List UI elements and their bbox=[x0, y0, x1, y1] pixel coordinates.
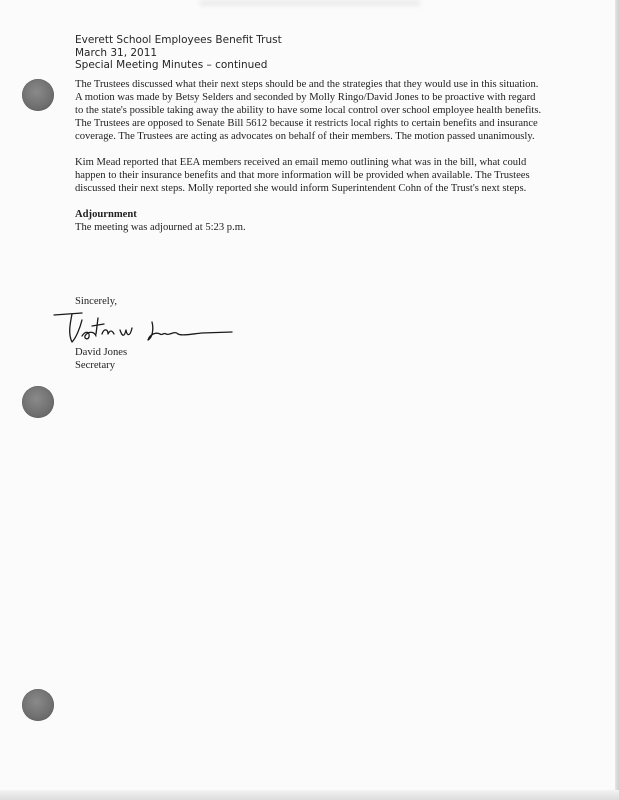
punch-hole-middle bbox=[22, 386, 54, 418]
page-edge-bottom bbox=[0, 790, 619, 800]
paragraph-report: Kim Mead reported that EEA members received an email memo outlining what was in the bill, what could happen to their insurance benefits and that more information will be provided when available. The Trustees discussed their next steps. Molly reported she would inform Superintendent Cohn of the Trust's next steps. bbox=[75, 157, 530, 194]
signer-block bbox=[75, 346, 127, 372]
handwritten-signature bbox=[52, 312, 237, 346]
signer-title: Secretary bbox=[75, 360, 115, 371]
signer-name: David Jones bbox=[75, 347, 128, 358]
document-header bbox=[75, 34, 475, 72]
page-edge-right bbox=[615, 0, 619, 800]
punch-hole-top bbox=[22, 79, 54, 111]
adjournment-heading: Adjournment bbox=[75, 209, 137, 220]
punch-hole-bottom bbox=[22, 689, 54, 721]
salutation: Sincerely, bbox=[75, 296, 117, 307]
scan-smudge bbox=[200, 0, 420, 6]
meeting-date: March 31, 2011 bbox=[75, 46, 158, 59]
paragraph-motion: The Trustees discussed what their next steps should be and the strategies that they would use in this situation. A motion was made by Betsy Selders and seconded by Molly Ringo/David Jones to be proactive with regard to the state's possible taking away the ability to have some local control over school employee health benefits. The Trustees are opposed to Senate Bill 5612 because it restricts local rights to certain benefits and insurance coverage. The Trustees are acting as advocates on behalf of their members. The motion passed unanimously. bbox=[75, 79, 542, 142]
minutes-body bbox=[75, 78, 545, 247]
organization-name: Everett School Employees Benefit Trust bbox=[75, 34, 282, 46]
document-title: Special Meeting Minutes – continued bbox=[75, 59, 268, 71]
adjournment-text: The meeting was adjourned at 5:23 p.m. bbox=[75, 222, 246, 233]
